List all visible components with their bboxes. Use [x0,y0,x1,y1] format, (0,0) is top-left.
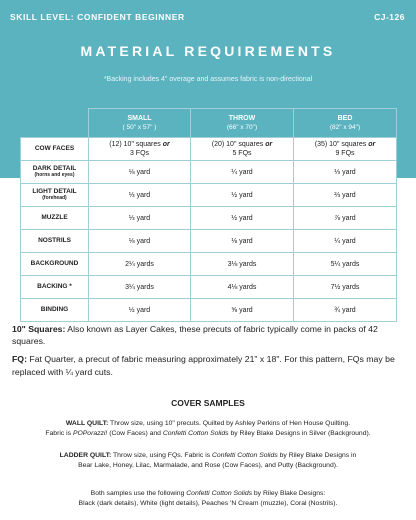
table-row [21,184,397,207]
table-cell: 4⅛ yards [191,276,294,299]
squares-definition: 10" Squares: Also known as Layer Cakes, these precuts of fabric typically come in packs of 42 squares. [12,324,378,347]
table-row [21,138,397,161]
row-label: DARK DETAIL (horns and eyes) [21,161,89,184]
table-row [21,299,397,322]
table-cell: ¼ yard [294,230,397,253]
row-label: BACKGROUND [21,253,89,276]
table-cell: 5¼ yards [294,253,397,276]
table-row [21,230,397,253]
table-header-row [21,109,397,138]
table-cell: ⅛ yard [89,230,191,253]
column-header-small: SMALL ( 50" x 57" ) [89,109,191,138]
table-cell: ½ yard [191,207,294,230]
table-cell: ⅛ yard [89,161,191,184]
material-requirements-title: MATERIAL REQUIREMENTS [80,43,336,59]
table-row [21,207,397,230]
table-cell: 3⅛ yards [191,253,294,276]
row-label: BACKING * [21,276,89,299]
table-cell: ⅓ yard [294,161,397,184]
backing-note: *Backing includes 4" overage and assumes fabric is non-directional [103,76,313,83]
table-cell: ¼ yard [191,161,294,184]
table-body [21,138,397,322]
row-label: MUZZLE [21,207,89,230]
header-blank-cell [21,109,89,138]
row-label: LIGHT DETAIL (forehead) [21,184,89,207]
skill-level: SKILL LEVEL: CONFIDENT BEGINNER [10,12,185,22]
table-cell: 2¼ yards [89,253,191,276]
definitions [12,323,407,384]
table-cell: 7½ yards [294,276,397,299]
table-cell: ¾ yard [294,299,397,322]
row-label: NOSTRILS [21,230,89,253]
row-label: COW FACES [21,138,89,161]
both-samples-description: Both samples use the following Confetti Cotton Solids by Riley Blake Designs: Black (dark details), White (light details), Peaches 'N Cream (muzzle), Coral (Nostrils). [78,490,338,507]
table-cell: ⅝ yard [191,299,294,322]
column-header-throw: THROW (66" x 70") [191,109,294,138]
table-row [21,276,397,299]
table-cell: ⅛ yard [191,230,294,253]
table-row [21,253,397,276]
table-cell: (20) 10" squares or 5 FQs [191,138,294,161]
table-cell: (35) 10" squares or 9 FQs [294,138,397,161]
column-header-bed: BED (82" x 94") [294,109,397,138]
table-cell: ⅓ yard [89,184,191,207]
cover-samples-title: COVER SAMPLES [171,398,245,408]
table-cell: (12) 10" squares or 3 FQs [89,138,191,161]
table-cell: ½ yard [89,299,191,322]
table-cell: 3¼ yards [89,276,191,299]
table-cell: ⅞ yard [294,207,397,230]
row-label: BINDING [21,299,89,322]
requirements-table [20,108,397,322]
table-cell: ⅔ yard [294,184,397,207]
pattern-code: CJ-126 [374,12,405,22]
table-cell: ½ yard [191,184,294,207]
table-cell: ⅓ yard [89,207,191,230]
fq-definition: FQ: Fat Quarter, a precut of fabric measuring approximately 21" x 18". For this pattern, FQs may be replaced with ¼ yard cuts. [12,354,395,377]
ladder-quilt-description: LADDER QUILT: Throw size, using FQs. Fabric is Confetti Cotton Solids by Riley Blake Designs in Bear Lake, Honey, Lilac, Marmalade, and Rose (Cow Faces), and Putty (Background). [59,452,357,469]
wall-quilt-description: WALL QUILT: Throw size, using 10" precuts. Quilted by Ashley Perkins of Hen House Quilting. Fabric is POPorazzi! (Cow Faces) and Confetti Cotton Solids by Riley Blake Designs in Silver (Background). [45,420,371,437]
table-row [21,161,397,184]
